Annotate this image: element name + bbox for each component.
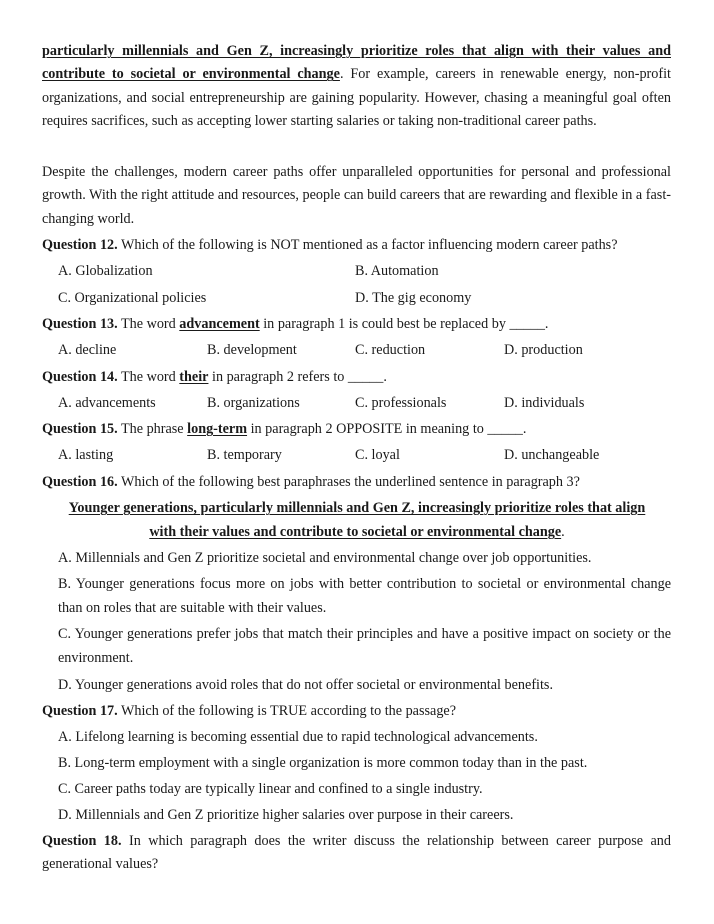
option-c: C. professionals bbox=[355, 395, 447, 411]
question-label: Question 12. bbox=[42, 237, 118, 253]
option-d: D. Millennials and Gen Z prioritize higher salaries over purpose in their careers. bbox=[58, 807, 514, 823]
option-c: C. reduction bbox=[355, 342, 426, 358]
option-a: A. advancements bbox=[58, 395, 156, 411]
target-word: their bbox=[179, 369, 209, 385]
quoted-sentence-line-1: Younger generations, particularly millennials and Gen Z, increasingly prioritize roles that align bbox=[68, 500, 646, 516]
option-a: A. Millennials and Gen Z prioritize societal and environmental change over job opportunities. bbox=[58, 550, 592, 566]
question-text-post: in paragraph 2 OPPOSITE in meaning to _____. bbox=[247, 421, 527, 437]
paragraph-text: . For example, careers in renewable energy, non-profit organizations, and social entrepreneurship are gaining popularity. However, chasing a meaningful goal often requires sacrifices, such as accepting lower starting salaries or taking non-traditional career paths. bbox=[42, 66, 671, 130]
question-text: Which of the following best paraphrases the underlined sentence in paragraph 3? bbox=[117, 474, 580, 490]
option-c: C. Organizational policies bbox=[58, 290, 207, 306]
paragraph-text: Despite the challenges, modern career paths offer unparalleled opportunities for personal and professional growth. With the right attitude and resources, people can build careers that are rewarding and flexible in a fast-changing world. bbox=[42, 164, 671, 227]
option-b: B. Automation bbox=[355, 263, 439, 279]
option-b: B. temporary bbox=[207, 447, 282, 463]
option-d: D. individuals bbox=[504, 395, 585, 411]
question-label: Question 17. bbox=[42, 703, 118, 719]
option-a: A. decline bbox=[58, 342, 117, 358]
question-text-pre: The phrase bbox=[117, 421, 188, 437]
passage-paragraph-3 bbox=[42, 40, 671, 134]
option-d: D. The gig economy bbox=[355, 290, 472, 306]
question-13 bbox=[42, 314, 548, 334]
underlined-sentence: particularly millennials and Gen Z, increasingly prioritize roles that align with their values and contribute to societal or environmental change bbox=[42, 43, 671, 83]
option-c: C. Career paths today are typically linear and confined to a single industry. bbox=[58, 781, 483, 797]
target-word: advancement bbox=[179, 316, 260, 332]
option-b: B. Younger generations focus more on jobs with better contribution to societal or environmental change than on roles that are suitable with their values. bbox=[58, 576, 671, 616]
option-a: A. Globalization bbox=[58, 263, 153, 279]
option-c: C. loyal bbox=[355, 447, 400, 463]
question-label: Question 14. bbox=[42, 369, 118, 385]
question-15 bbox=[42, 419, 526, 439]
question-label: Question 16. bbox=[42, 474, 118, 490]
question-18 bbox=[42, 830, 671, 877]
option-a: A. lasting bbox=[58, 447, 114, 463]
option-d: D. production bbox=[504, 342, 583, 358]
option-b: B. development bbox=[207, 342, 297, 358]
question-12 bbox=[42, 235, 618, 255]
question-label: Question 15. bbox=[42, 421, 118, 437]
target-phrase: long-term bbox=[187, 421, 248, 437]
question-text: Which of the following is TRUE according to the passage? bbox=[117, 703, 457, 719]
question-text: In which paragraph does the writer discuss the relationship between career purpose and generational values? bbox=[42, 833, 671, 873]
option-d: D. Younger generations avoid roles that do not offer societal or environmental benefits. bbox=[58, 677, 553, 693]
question-14 bbox=[42, 367, 387, 387]
option-b: B. organizations bbox=[207, 395, 300, 411]
option-d: D. unchangeable bbox=[504, 447, 600, 463]
question-label: Question 18. bbox=[42, 833, 122, 849]
passage-paragraph-4 bbox=[42, 161, 671, 231]
question-text-post: in paragraph 2 refers to _____. bbox=[208, 369, 387, 385]
option-a: A. Lifelong learning is becoming essential due to rapid technological advancements. bbox=[58, 729, 538, 745]
question-17 bbox=[42, 701, 456, 721]
question-16 bbox=[42, 472, 580, 492]
question-text-post: in paragraph 1 is could best be replaced by _____. bbox=[259, 316, 549, 332]
question-text: Which of the following is NOT mentioned as a factor influencing modern career paths? bbox=[117, 237, 618, 253]
question-label: Question 13. bbox=[42, 316, 118, 332]
question-text-pre: The word bbox=[117, 316, 180, 332]
question-text-pre: The word bbox=[117, 369, 180, 385]
option-c: C. Younger generations prefer jobs that match their principles and have a positive impact on society or the environment. bbox=[58, 626, 671, 666]
quoted-sentence-line-2: with their values and contribute to societal or environmental change. bbox=[149, 524, 565, 540]
option-b: B. Long-term employment with a single organization is more common today than in the past. bbox=[58, 755, 588, 771]
